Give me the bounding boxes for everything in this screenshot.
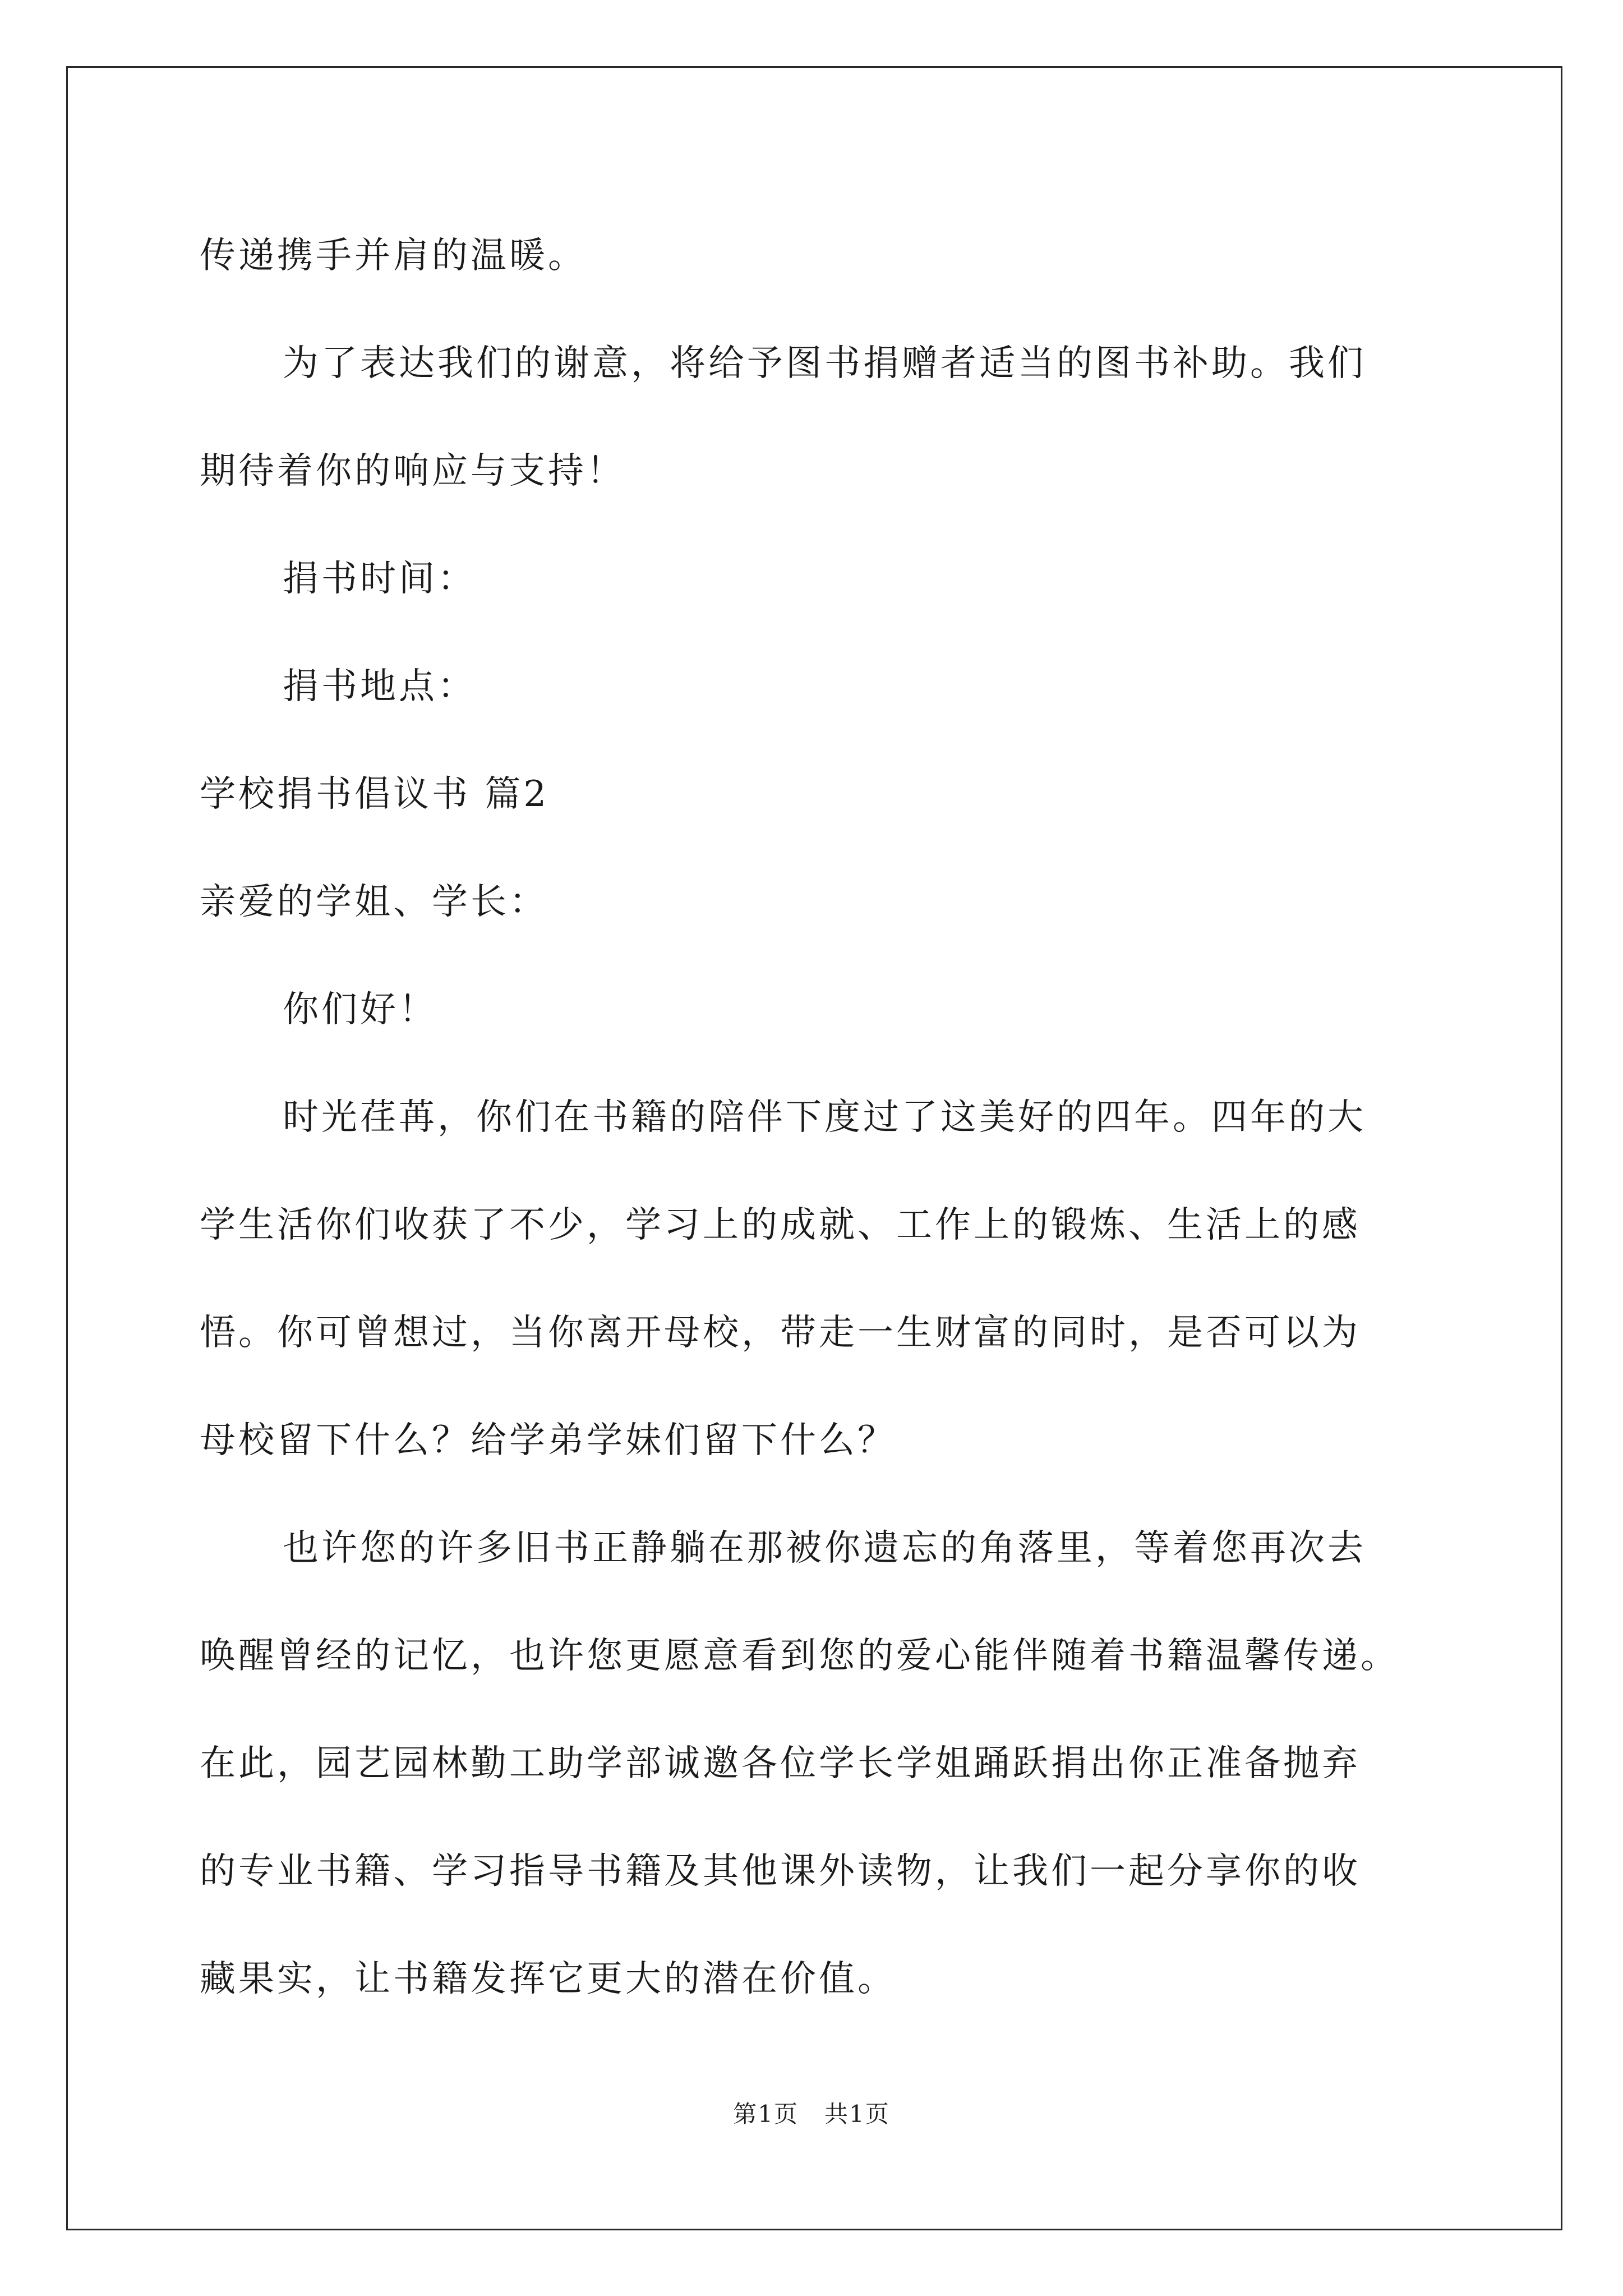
text-line: 的专业书籍、学习指导书籍及其他课外读物，让我们一起分享你的收 (200, 1851, 1361, 1892)
text-line: 传递携手并肩的温暖。 (200, 235, 587, 277)
salutation: 亲爱的学姐、学长： (200, 881, 548, 923)
donation-time-label: 捐书时间： (283, 558, 476, 600)
text-line: 藏果实，让书籍发挥它更大的潜在价值。 (200, 1958, 896, 2000)
text-line: 在此，园艺园林勤工助学部诚邀各位学长学姐踊跃捐出你正准备抛弃 (200, 1743, 1361, 1784)
text-line: 也许您的许多旧书正静躺在那被你遗忘的角落里，等着您再次去 (283, 1527, 1366, 1569)
greeting: 你们好！ (283, 989, 437, 1030)
page-number-footer: 第1页 共1页 (733, 2100, 890, 2128)
text-line: 为了表达我们的谢意，将给予图书捐赠者适当的图书补助。我们 (283, 343, 1366, 384)
text-line: 悟。你可曾想过，当你离开母校，带走一生财富的同时，是否可以为 (200, 1312, 1361, 1354)
text-line: 母校留下什么？给学弟学妹们留下什么？ (200, 1420, 896, 1461)
section-heading: 学校捐书倡议书 篇2 (200, 774, 550, 815)
text-line: 唤醒曾经的记忆，也许您更愿意看到您的爱心能伴随着书籍温馨传递。 (200, 1635, 1399, 1677)
text-line: 时光荏苒，你们在书籍的陪伴下度过了这美好的四年。四年的大 (283, 1097, 1366, 1138)
document-body (200, 202, 1456, 2033)
text-line: 期待着你的响应与支持！ (200, 450, 625, 492)
text-line: 学生活你们收获了不少，学习上的成就、工作上的锻炼、生活上的感 (200, 1204, 1361, 1246)
donation-place-label: 捐书地点： (283, 666, 476, 707)
